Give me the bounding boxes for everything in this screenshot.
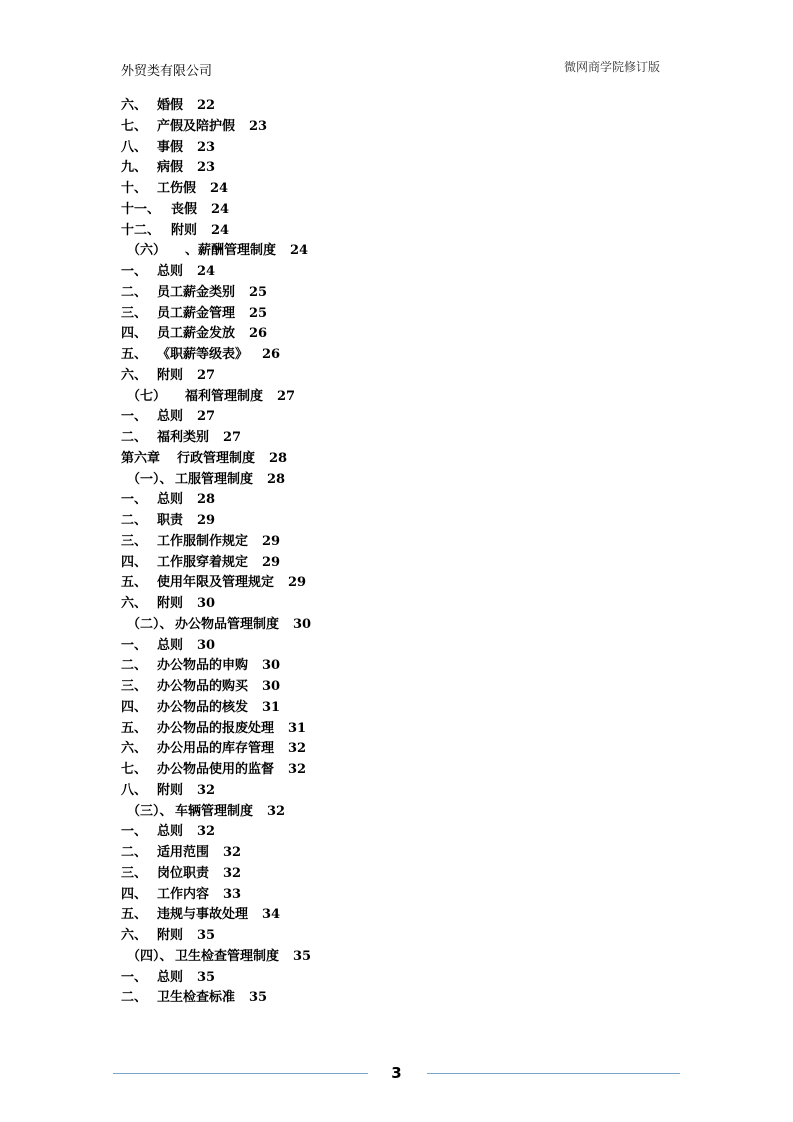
toc-entry-page: 30 xyxy=(262,658,281,674)
toc-entry-number: 五、 xyxy=(121,347,148,362)
toc-entry-title: 岗位职责 xyxy=(157,865,210,881)
toc-entry-title: 工作服制作规定 xyxy=(157,533,249,549)
toc-entry xyxy=(121,428,241,448)
toc-entry-number: 八、 xyxy=(121,139,148,155)
toc-entry-title: 办公用品的库存管理 xyxy=(157,741,275,757)
toc-entry-page: 34 xyxy=(262,907,281,923)
toc-entry-number: 十一、 xyxy=(121,201,161,217)
toc-entry-title: 卫生检查标准 xyxy=(157,990,236,1006)
toc-entry-page: 27 xyxy=(223,430,242,445)
toc-entry-title: 附则 xyxy=(157,367,184,383)
toc-entry xyxy=(121,158,215,178)
toc-entry-page: 31 xyxy=(288,720,307,736)
toc-entry-page: 26 xyxy=(249,326,268,342)
toc-entry xyxy=(127,387,295,407)
toc-entry-number: 三、 xyxy=(121,679,148,694)
toc-entry-number: 二、 xyxy=(121,284,148,300)
toc-entry xyxy=(121,511,215,531)
toc-entry-number: 八、 xyxy=(121,782,148,798)
toc-entry-title: 附则 xyxy=(157,782,184,798)
toc-entry-page: 30 xyxy=(197,637,216,653)
toc-entry-title: 工作服穿着规定 xyxy=(157,554,249,570)
toc-entry-title: 产假及陪护假 xyxy=(157,118,236,134)
toc-entry-page: 29 xyxy=(262,554,281,570)
toc-entry-page: 26 xyxy=(262,347,281,362)
toc-entry-title: 员工薪金管理 xyxy=(157,305,236,321)
toc-entry xyxy=(121,822,215,842)
toc-entry-page: 24 xyxy=(211,222,230,238)
toc-entry-title: 工伤假 xyxy=(157,181,197,196)
toc-entry-title: 办公物品使用的监督 xyxy=(157,762,275,777)
toc-entry xyxy=(121,698,280,718)
toc-entry-number: 二、 xyxy=(121,990,148,1006)
toc-entry-page: 30 xyxy=(197,596,216,611)
toc-entry xyxy=(121,594,215,614)
header-company: 外贸类有限公司 xyxy=(121,64,213,79)
toc-entry-number: 一、 xyxy=(121,264,148,279)
toc-entry-number: （二）、 xyxy=(127,616,173,632)
toc-entry-page: 24 xyxy=(290,243,309,259)
toc-entry xyxy=(121,179,228,199)
toc-entry-number: 九、 xyxy=(121,160,148,176)
toc-entry-number: 七、 xyxy=(121,118,148,134)
toc-entry xyxy=(121,553,280,573)
toc-entry xyxy=(121,656,280,676)
toc-entry-number: （三）、 xyxy=(127,803,173,819)
toc-entry-page: 23 xyxy=(197,139,216,155)
toc-entry-page: 35 xyxy=(197,969,216,985)
toc-entry-number: 四、 xyxy=(121,699,148,715)
toc-entry-page: 29 xyxy=(262,533,281,549)
toc-entry-title: 员工薪金发放 xyxy=(157,326,236,342)
toc-entry-page: 24 xyxy=(211,201,230,217)
toc-entry-title: 事假 xyxy=(157,139,184,155)
toc-entry-page: 24 xyxy=(197,264,216,279)
toc-entry-page: 32 xyxy=(288,762,307,777)
toc-entry-number: 一、 xyxy=(121,492,148,508)
toc-entry-page: 23 xyxy=(249,118,268,134)
toc-entry xyxy=(121,366,215,386)
toc-entry-title: 总则 xyxy=(157,824,184,840)
toc-entry-number: （一）、 xyxy=(127,471,173,487)
toc-entry-title: 病假 xyxy=(157,160,184,176)
toc-entry xyxy=(121,345,280,365)
toc-entry xyxy=(121,719,306,739)
toc-entry xyxy=(121,636,215,656)
toc-entry-page: 25 xyxy=(249,284,268,300)
toc-entry xyxy=(121,988,267,1008)
toc-entry-number: 三、 xyxy=(121,533,148,549)
toc-entry-number: 十、 xyxy=(121,181,148,196)
toc-entry xyxy=(127,470,285,490)
toc-entry xyxy=(121,490,215,510)
toc-entry-page: 32 xyxy=(223,865,242,881)
toc-entry-page: 27 xyxy=(277,388,296,404)
toc-entry-title: 车辆管理制度 xyxy=(175,803,254,819)
toc-entry-title: 总则 xyxy=(157,492,184,508)
toc-entry-number: 五、 xyxy=(121,720,148,736)
toc-entry-number: 第六章 xyxy=(121,450,161,466)
toc-entry-number: 一、 xyxy=(121,409,148,425)
toc-entry xyxy=(121,138,215,158)
toc-entry xyxy=(121,304,267,324)
toc-entry-title: 丧假 xyxy=(171,201,198,217)
toc-entry xyxy=(121,739,306,759)
toc-entry-page: 30 xyxy=(293,616,312,632)
page-number: 3 xyxy=(391,1064,402,1082)
toc-entry-title: 办公物品管理制度 xyxy=(175,616,280,632)
toc-entry-page: 28 xyxy=(267,471,286,487)
toc-entry-page: 28 xyxy=(269,450,288,466)
toc-entry xyxy=(121,760,306,780)
toc-entry-page: 32 xyxy=(223,845,242,860)
toc-entry-page: 25 xyxy=(249,305,268,321)
toc-entry-title: 婚假 xyxy=(157,98,184,113)
toc-entry-title: 福利管理制度 xyxy=(185,388,264,404)
toc-entry-title: 办公物品的购买 xyxy=(157,679,249,694)
toc-entry-title: 办公物品的申购 xyxy=(157,658,249,674)
toc-entry-number: 三、 xyxy=(121,865,148,881)
toc-entry-page: 23 xyxy=(197,160,216,176)
toc-entry xyxy=(121,968,215,988)
toc-entry-title: 总则 xyxy=(157,409,184,425)
toc-entry-number: 四、 xyxy=(121,554,148,570)
toc-entry-title: 总则 xyxy=(157,969,184,985)
toc-entry-page: 29 xyxy=(197,513,216,528)
toc-entry-title: 附则 xyxy=(171,222,198,238)
toc-entry-title: 福利类别 xyxy=(157,430,210,445)
toc-entry xyxy=(121,96,215,116)
toc-entry-number: 三、 xyxy=(121,305,148,321)
toc-entry-page: 29 xyxy=(288,575,307,591)
toc-entry-number: 六、 xyxy=(121,741,148,757)
toc-entry-page: 35 xyxy=(293,948,312,964)
toc-entry-number: 一、 xyxy=(121,824,148,840)
toc-entry xyxy=(121,781,215,801)
toc-entry-number: 六、 xyxy=(121,367,148,383)
toc-entry-title: 办公物品的核发 xyxy=(157,699,249,715)
toc-entry xyxy=(121,677,280,697)
toc-entry-page: 32 xyxy=(197,782,216,798)
toc-entry xyxy=(121,926,215,946)
toc-entry-title: 附则 xyxy=(157,596,184,611)
toc-entry xyxy=(121,117,267,137)
toc-entry-page: 22 xyxy=(197,98,216,113)
toc-entry-number: （四）、 xyxy=(127,948,173,964)
toc-entry-number: 二、 xyxy=(121,513,148,528)
toc-entry xyxy=(121,221,229,241)
toc-entry-number: 十二、 xyxy=(121,222,161,238)
toc-entry-number: 四、 xyxy=(121,886,148,902)
toc-entry-title: 工服管理制度 xyxy=(175,471,254,487)
toc-entry-title: 使用年限及管理规定 xyxy=(157,575,275,591)
toc-entry xyxy=(121,843,241,863)
toc-entry-title: 行政管理制度 xyxy=(177,450,256,466)
toc-entry-page: 28 xyxy=(197,492,216,508)
toc-entry xyxy=(127,615,311,635)
toc-entry-number: 二、 xyxy=(121,845,148,860)
toc-entry-page: 35 xyxy=(249,990,268,1006)
toc-entry xyxy=(121,407,215,427)
toc-entry-title: 《职薪等级表》 xyxy=(157,347,249,362)
toc-entry-title: 适用范围 xyxy=(157,845,210,860)
toc-entry-number: 四、 xyxy=(121,326,148,342)
toc-entry xyxy=(127,802,285,822)
toc-entry-number: 一、 xyxy=(121,969,148,985)
toc-entry-number: 二、 xyxy=(121,658,148,674)
toc-entry-title: 卫生检查管理制度 xyxy=(175,948,280,964)
toc-entry-page: 33 xyxy=(223,886,242,902)
toc-entry xyxy=(121,905,280,925)
toc-entry-number: （六） xyxy=(127,243,167,259)
toc-entry-number: 六、 xyxy=(121,98,148,113)
toc-entry-number: 六、 xyxy=(121,596,148,611)
toc-entry-page: 31 xyxy=(262,699,281,715)
toc-entry-title: 职责 xyxy=(157,513,184,528)
toc-entry-number: （七） xyxy=(127,388,167,404)
toc-entry xyxy=(127,947,311,967)
toc-entry-page: 32 xyxy=(267,803,286,819)
toc-entry-page: 27 xyxy=(197,367,216,383)
toc-entry xyxy=(121,864,241,884)
toc-entry-title: 总则 xyxy=(157,637,184,653)
toc-entry xyxy=(121,532,280,552)
toc-entry xyxy=(121,885,241,905)
toc-entry xyxy=(121,283,267,303)
toc-entry-page: 30 xyxy=(262,679,281,694)
toc-entry xyxy=(121,573,306,593)
toc-entry-title: 办公物品的报废处理 xyxy=(157,720,275,736)
toc-entry-page: 32 xyxy=(288,741,307,757)
toc-entry-number: 六、 xyxy=(121,928,148,943)
toc-entry-page: 24 xyxy=(210,181,229,196)
toc-entry xyxy=(121,262,215,282)
toc-entry-number: 五、 xyxy=(121,575,148,591)
toc-entry xyxy=(121,449,287,469)
toc-entry-number: 一、 xyxy=(121,637,148,653)
toc-entry xyxy=(121,324,267,344)
header-version: 微网商学院修订版 xyxy=(564,60,661,74)
toc-entry-number: 五、 xyxy=(121,907,148,923)
toc-entry xyxy=(127,241,308,261)
toc-entry-page: 27 xyxy=(197,409,216,425)
toc-entry xyxy=(121,200,229,220)
toc-entry-title: 附则 xyxy=(157,928,184,943)
toc-entry-number: 七、 xyxy=(121,762,148,777)
toc-entry-number: 二、 xyxy=(121,430,148,445)
toc-entry-title: 工作内容 xyxy=(157,886,210,902)
toc-entry-title: 、薪酬管理制度 xyxy=(185,243,277,259)
toc-entry-title: 违规与事故处理 xyxy=(157,907,249,923)
toc-entry-title: 总则 xyxy=(157,264,184,279)
toc-entry-page: 32 xyxy=(197,824,216,840)
toc-entry-title: 员工薪金类别 xyxy=(157,284,236,300)
toc-entry-page: 35 xyxy=(197,928,216,943)
